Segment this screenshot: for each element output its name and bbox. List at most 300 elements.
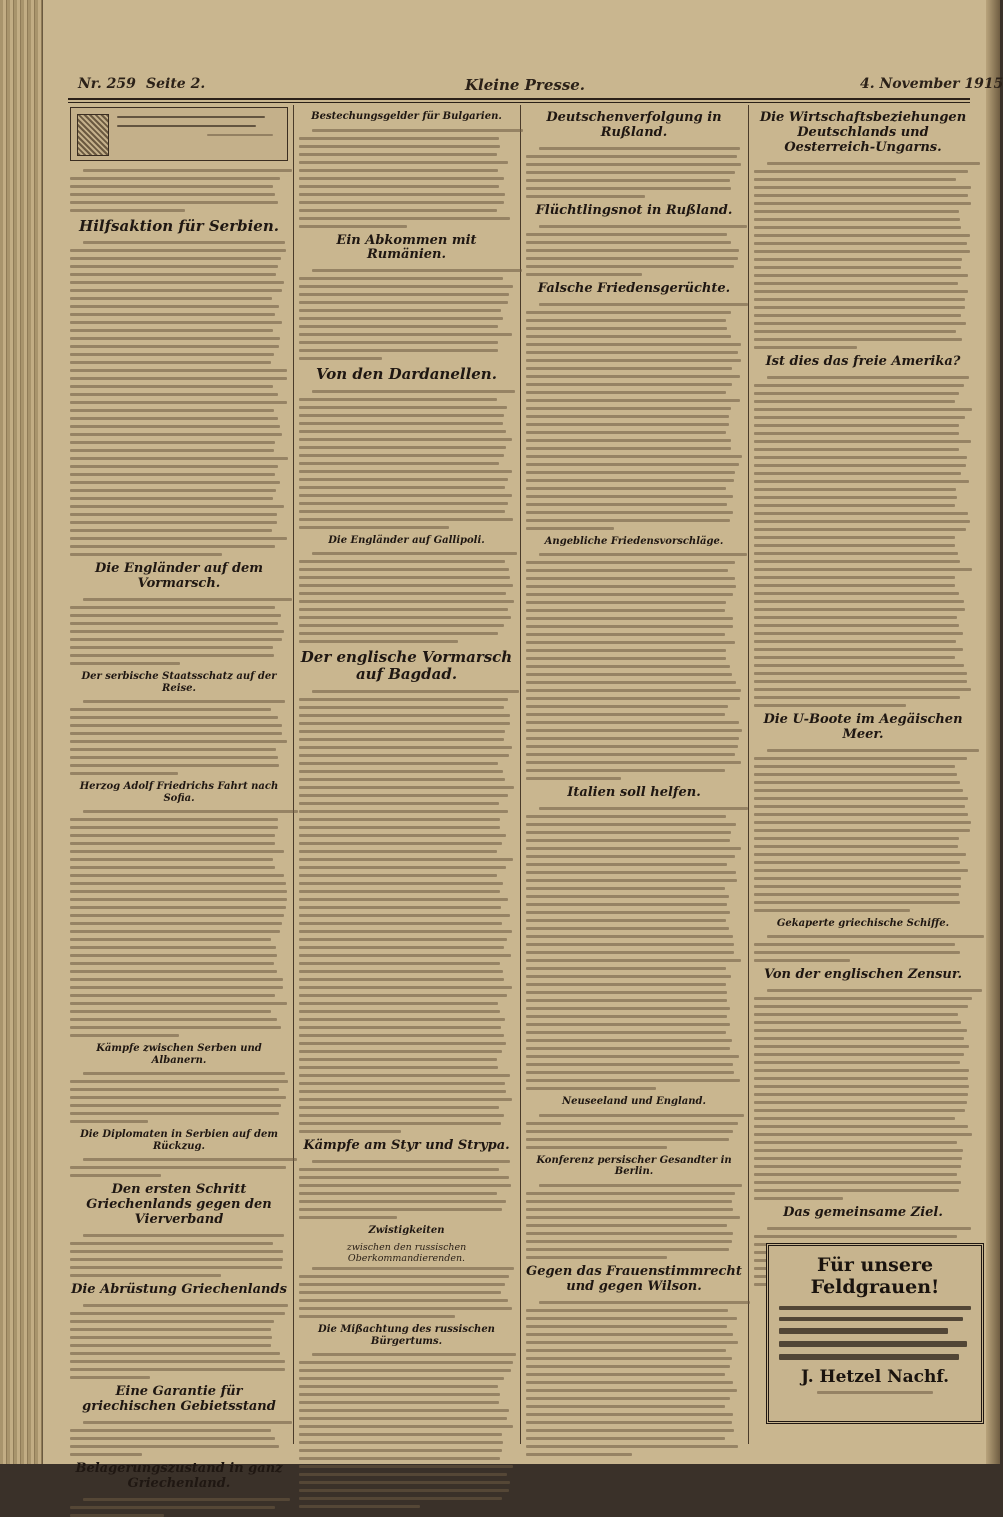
text-line [526, 1015, 727, 1018]
text-line [70, 914, 284, 917]
text-line [754, 765, 955, 768]
text-line [526, 415, 729, 418]
text-line [70, 1120, 148, 1123]
text-line [299, 1489, 509, 1492]
text-line [70, 473, 275, 476]
text-line [754, 552, 958, 555]
text-line [526, 1389, 737, 1392]
text-line [526, 1325, 727, 1328]
text-line [299, 576, 510, 579]
text-line [299, 502, 508, 505]
text-line [754, 1141, 957, 1144]
text-line [70, 385, 273, 388]
text-line [526, 479, 734, 482]
text-line [526, 609, 725, 612]
text-line [754, 456, 967, 459]
column-rule [293, 105, 294, 1444]
text-line [754, 330, 956, 333]
text-line [70, 193, 275, 196]
headline: Die Diplomaten in Serbien auf dem Rückzug. [80, 1129, 278, 1152]
text-line [754, 440, 971, 443]
text-line [70, 1166, 286, 1169]
text-line [70, 297, 272, 300]
article-text [299, 1353, 514, 1508]
text-line [526, 1397, 730, 1400]
text-line [299, 494, 512, 497]
text-line [299, 137, 499, 140]
text-line [526, 319, 726, 322]
text-line [70, 748, 276, 751]
text-line [754, 837, 959, 840]
text-line [526, 265, 734, 268]
text-line [754, 1109, 965, 1112]
stacked-page-edges [0, 0, 43, 1464]
text-line [526, 673, 732, 676]
text-line [526, 1232, 733, 1235]
article-text [299, 690, 514, 1133]
text-line [526, 399, 740, 402]
text-line [754, 432, 959, 435]
text-line [299, 632, 498, 635]
text-line [299, 794, 508, 797]
text-line [526, 983, 726, 986]
text-line [70, 377, 287, 380]
text-line [70, 177, 280, 180]
text-line [526, 681, 736, 684]
text-line [70, 826, 278, 829]
text-line [299, 970, 503, 973]
text-line [526, 1333, 733, 1336]
text-line [70, 708, 271, 711]
text-line [299, 486, 505, 489]
text-line [299, 462, 499, 465]
text-line [299, 608, 508, 611]
text-line [754, 959, 850, 962]
text-line [299, 730, 505, 733]
text-line [299, 1184, 511, 1187]
text-line [754, 704, 906, 707]
text-line [299, 1449, 502, 1452]
text-line [754, 416, 965, 419]
text-line [70, 954, 277, 957]
text-line [754, 1021, 961, 1024]
text-line [299, 600, 514, 603]
article-text [299, 1160, 514, 1219]
text-line [754, 853, 966, 856]
text-line [299, 185, 499, 188]
text-line [526, 601, 726, 604]
text-line [526, 1079, 740, 1082]
text-line [754, 997, 972, 1000]
headline: Von der englischen Zensur. [763, 967, 963, 983]
text-line [526, 455, 742, 458]
headline: Zwistigkeiten [368, 1224, 445, 1236]
text-line [526, 195, 645, 198]
text-line [767, 749, 979, 752]
text-line [70, 265, 278, 268]
headline: Gegen das Frauenstimmrecht und gegen Wilson. [526, 1263, 742, 1294]
text-line [70, 1352, 280, 1355]
text-line [526, 1421, 732, 1424]
text-line [70, 1250, 283, 1253]
article-text [299, 269, 514, 360]
text-line [299, 994, 507, 997]
text-line [299, 770, 503, 773]
text-line [299, 1425, 513, 1428]
text-line [754, 845, 958, 848]
text-line [70, 313, 275, 316]
text-line [299, 301, 508, 304]
text-line [754, 170, 968, 173]
text-line [754, 384, 964, 387]
text-line [70, 994, 275, 997]
text-line [299, 778, 505, 781]
text-line [526, 391, 726, 394]
text-line [754, 757, 967, 760]
text-line [83, 1498, 290, 1501]
text-line [70, 606, 275, 609]
text-line [754, 1005, 968, 1008]
text-line [754, 1061, 960, 1064]
article-text [526, 807, 742, 1090]
text-line [754, 680, 967, 683]
text-line [526, 359, 741, 362]
text-line [299, 201, 504, 204]
text-line [299, 1074, 510, 1077]
article-text [299, 390, 514, 529]
text-line [299, 802, 499, 805]
headline: Gekaperte griechische Schiffe. [776, 917, 950, 929]
text-line [299, 1497, 502, 1500]
text-line [70, 1368, 285, 1371]
text-line [299, 914, 510, 917]
headline: Neuseeland und England. [561, 1096, 707, 1108]
text-line [299, 1090, 506, 1093]
headline: Der serbische Staatsschatz auf der Reise. [81, 671, 277, 694]
text-line [299, 1034, 504, 1037]
text-line [299, 209, 497, 212]
text-line [70, 922, 282, 925]
text-line [754, 1189, 959, 1192]
text-line [526, 769, 725, 772]
text-line [70, 818, 278, 821]
text-line [754, 789, 963, 792]
text-line [754, 869, 968, 872]
text-line [526, 511, 733, 514]
text-line [70, 858, 273, 861]
text-line [299, 1291, 501, 1294]
headline: Angebliche Friedensvorschläge. [544, 535, 724, 547]
text-line [526, 1071, 734, 1074]
text-line [526, 495, 733, 498]
text-line [526, 633, 725, 636]
text-line [526, 171, 735, 174]
article-text [70, 598, 288, 665]
article-text [526, 1301, 742, 1456]
text-line [70, 1258, 283, 1261]
text-line [526, 1248, 729, 1251]
text-line [526, 1405, 725, 1408]
text-line [299, 1283, 505, 1286]
text-line [526, 705, 728, 708]
text-line [754, 194, 968, 197]
text-line [754, 306, 965, 309]
text-line [526, 1381, 733, 1384]
text-line [526, 951, 734, 954]
text-line [526, 1437, 725, 1440]
text-line [526, 903, 727, 906]
text-line [70, 764, 279, 767]
text-line [754, 829, 970, 832]
text-line [299, 882, 503, 885]
text-line [526, 729, 742, 732]
text-line [526, 745, 738, 748]
text-line [526, 1138, 729, 1141]
text-line [70, 842, 275, 845]
article-text [70, 1234, 288, 1277]
article-text [70, 810, 288, 1037]
article-text [526, 303, 742, 530]
text-line [767, 935, 984, 938]
article-text [70, 1498, 288, 1517]
text-line [526, 1055, 739, 1058]
headline: Die Wirtschaftsbeziehungen Deutschlands und Oesterreich-Ungarns. [759, 110, 967, 155]
text-line [526, 1047, 730, 1050]
text-line [70, 1360, 285, 1363]
text-line [299, 930, 512, 933]
text-line [526, 991, 727, 994]
article-text [299, 1267, 514, 1318]
text-line [299, 1481, 510, 1484]
text-line [299, 1409, 509, 1412]
text-line [70, 1336, 272, 1339]
headline: Ist dies das freie Amerika? [765, 353, 961, 369]
text-line [754, 322, 966, 325]
text-line [312, 552, 517, 555]
text-line [754, 290, 968, 293]
text-line [299, 333, 512, 336]
text-line [526, 431, 726, 434]
text-line [754, 464, 966, 467]
text-line [526, 1031, 726, 1034]
column-rule [520, 105, 521, 1444]
text-line [754, 536, 955, 539]
text-line [70, 281, 284, 284]
text-line [299, 1505, 420, 1508]
text-line [299, 510, 505, 513]
text-line [754, 861, 960, 864]
portrait-illustration [77, 114, 109, 156]
text-line [299, 349, 498, 352]
text-line [754, 1173, 957, 1176]
text-line [754, 472, 961, 475]
text-line [754, 943, 955, 946]
headline-sub: zwischen den russischen Oberkommandierenden. [346, 1242, 467, 1265]
text-line [70, 890, 287, 893]
text-line [299, 898, 508, 901]
text-line [70, 1010, 271, 1013]
text-line [299, 714, 510, 717]
text-line [70, 545, 275, 548]
ad-address [769, 1391, 981, 1394]
text-line [299, 169, 498, 172]
text-line [83, 1072, 285, 1075]
text-line [754, 1101, 967, 1104]
text-line [526, 935, 733, 938]
text-line [526, 327, 727, 330]
ad-title: Für unsere Feldgrauen! [810, 1254, 940, 1298]
article-text [754, 989, 972, 1200]
headline: Ein Abkommen mit Rumänien. [336, 232, 477, 263]
text-line [70, 1266, 282, 1269]
text-line [526, 823, 736, 826]
text-line [299, 1433, 502, 1436]
text-line [754, 616, 957, 619]
text-line [299, 277, 503, 280]
text-line [754, 282, 958, 285]
text-line [70, 946, 276, 949]
text-line [299, 922, 502, 925]
text-line [299, 1417, 507, 1420]
text-line [299, 962, 500, 965]
text-line [754, 560, 960, 563]
article-text [70, 1421, 288, 1456]
text-line [70, 409, 274, 412]
text-line [299, 786, 514, 789]
text-line [526, 249, 739, 252]
text-line [83, 598, 292, 601]
text-line [754, 1181, 961, 1184]
text-line [299, 1208, 502, 1211]
text-line [526, 1224, 727, 1227]
text-line [299, 1200, 506, 1203]
headline: Das gemeinsame Ziel. [783, 1205, 943, 1221]
text-line [299, 1058, 497, 1061]
text-line [754, 480, 969, 483]
text-line [299, 738, 504, 741]
text-line [754, 234, 970, 237]
headline: Konferenz persischer Gesandter in Berlin. [536, 1154, 732, 1178]
text-line [754, 893, 959, 896]
text-line [70, 537, 287, 540]
text-line [70, 449, 274, 452]
text-line [754, 1133, 972, 1136]
headline: Die U-Boote im Aegäischen Meer. [763, 711, 963, 742]
text-line [526, 593, 733, 596]
text-line [754, 1013, 958, 1016]
masthead-rule-thin [68, 102, 970, 103]
text-line [754, 1235, 957, 1238]
text-line [526, 649, 726, 652]
text-line [767, 989, 982, 992]
text-line [299, 1275, 509, 1278]
headline: Eine Garantie für griechischen Gebietsstand [82, 1383, 276, 1414]
text-line [70, 1104, 281, 1107]
text-line [526, 335, 731, 338]
text-line [70, 1312, 285, 1315]
text-line [299, 454, 504, 457]
text-line [754, 346, 857, 349]
text-line [526, 879, 737, 882]
text-line [299, 406, 507, 409]
text-line [70, 337, 280, 340]
text-line [70, 553, 222, 556]
headline: Kämpfe zwischen Serben und Albanern. [96, 1043, 262, 1066]
text-line [526, 343, 741, 346]
text-line [299, 1361, 513, 1364]
text-line [70, 756, 278, 759]
text-line [299, 518, 513, 521]
text-line [299, 225, 407, 228]
text-line [70, 521, 277, 524]
text-line [70, 1096, 286, 1099]
text-line [70, 724, 282, 727]
text-line [299, 309, 501, 312]
text-line [754, 1117, 955, 1120]
text-line [299, 890, 500, 893]
text-line [299, 1106, 499, 1109]
text-line [539, 1184, 742, 1187]
text-line [299, 1122, 501, 1125]
text-line [754, 813, 968, 816]
text-line [754, 1197, 843, 1200]
text-line [70, 646, 273, 649]
text-line [754, 250, 970, 253]
text-line [299, 422, 503, 425]
text-line [70, 1445, 279, 1448]
text-line [70, 1376, 150, 1379]
text-line [83, 1234, 284, 1237]
text-line [299, 874, 497, 877]
text-line [70, 1242, 273, 1245]
text-line [754, 528, 966, 531]
text-line [70, 1002, 287, 1005]
article-text [754, 935, 972, 962]
headline: Bestechungsgelder für Bulgarien. [311, 111, 502, 122]
text-line [70, 417, 278, 420]
text-line [754, 266, 961, 269]
text-line [299, 1393, 500, 1396]
text-line [299, 584, 513, 587]
headline: Belagerungszustand in ganz Griechenland. [75, 1460, 283, 1491]
text-line [754, 797, 968, 800]
text-line [299, 317, 503, 320]
text-line [754, 186, 971, 189]
text-line [70, 978, 283, 981]
text-line [70, 505, 284, 508]
text-line [299, 1026, 501, 1029]
text-line [70, 393, 278, 396]
text-line [526, 519, 730, 522]
text-line [754, 877, 961, 880]
text-line [70, 1034, 179, 1037]
text-line [526, 887, 725, 890]
article-text [526, 225, 742, 276]
masthead-rule [68, 98, 970, 100]
text-line [299, 624, 504, 627]
text-line [526, 761, 741, 764]
text-line [299, 906, 501, 909]
paper-title: Kleine Presse. [465, 76, 586, 94]
text-line [754, 656, 955, 659]
text-line [70, 898, 287, 901]
text-line [83, 700, 285, 703]
text-line [299, 1082, 505, 1085]
text-line [299, 1216, 397, 1219]
text-line [526, 1200, 732, 1203]
text-line [299, 1168, 499, 1171]
text-line [754, 664, 964, 667]
